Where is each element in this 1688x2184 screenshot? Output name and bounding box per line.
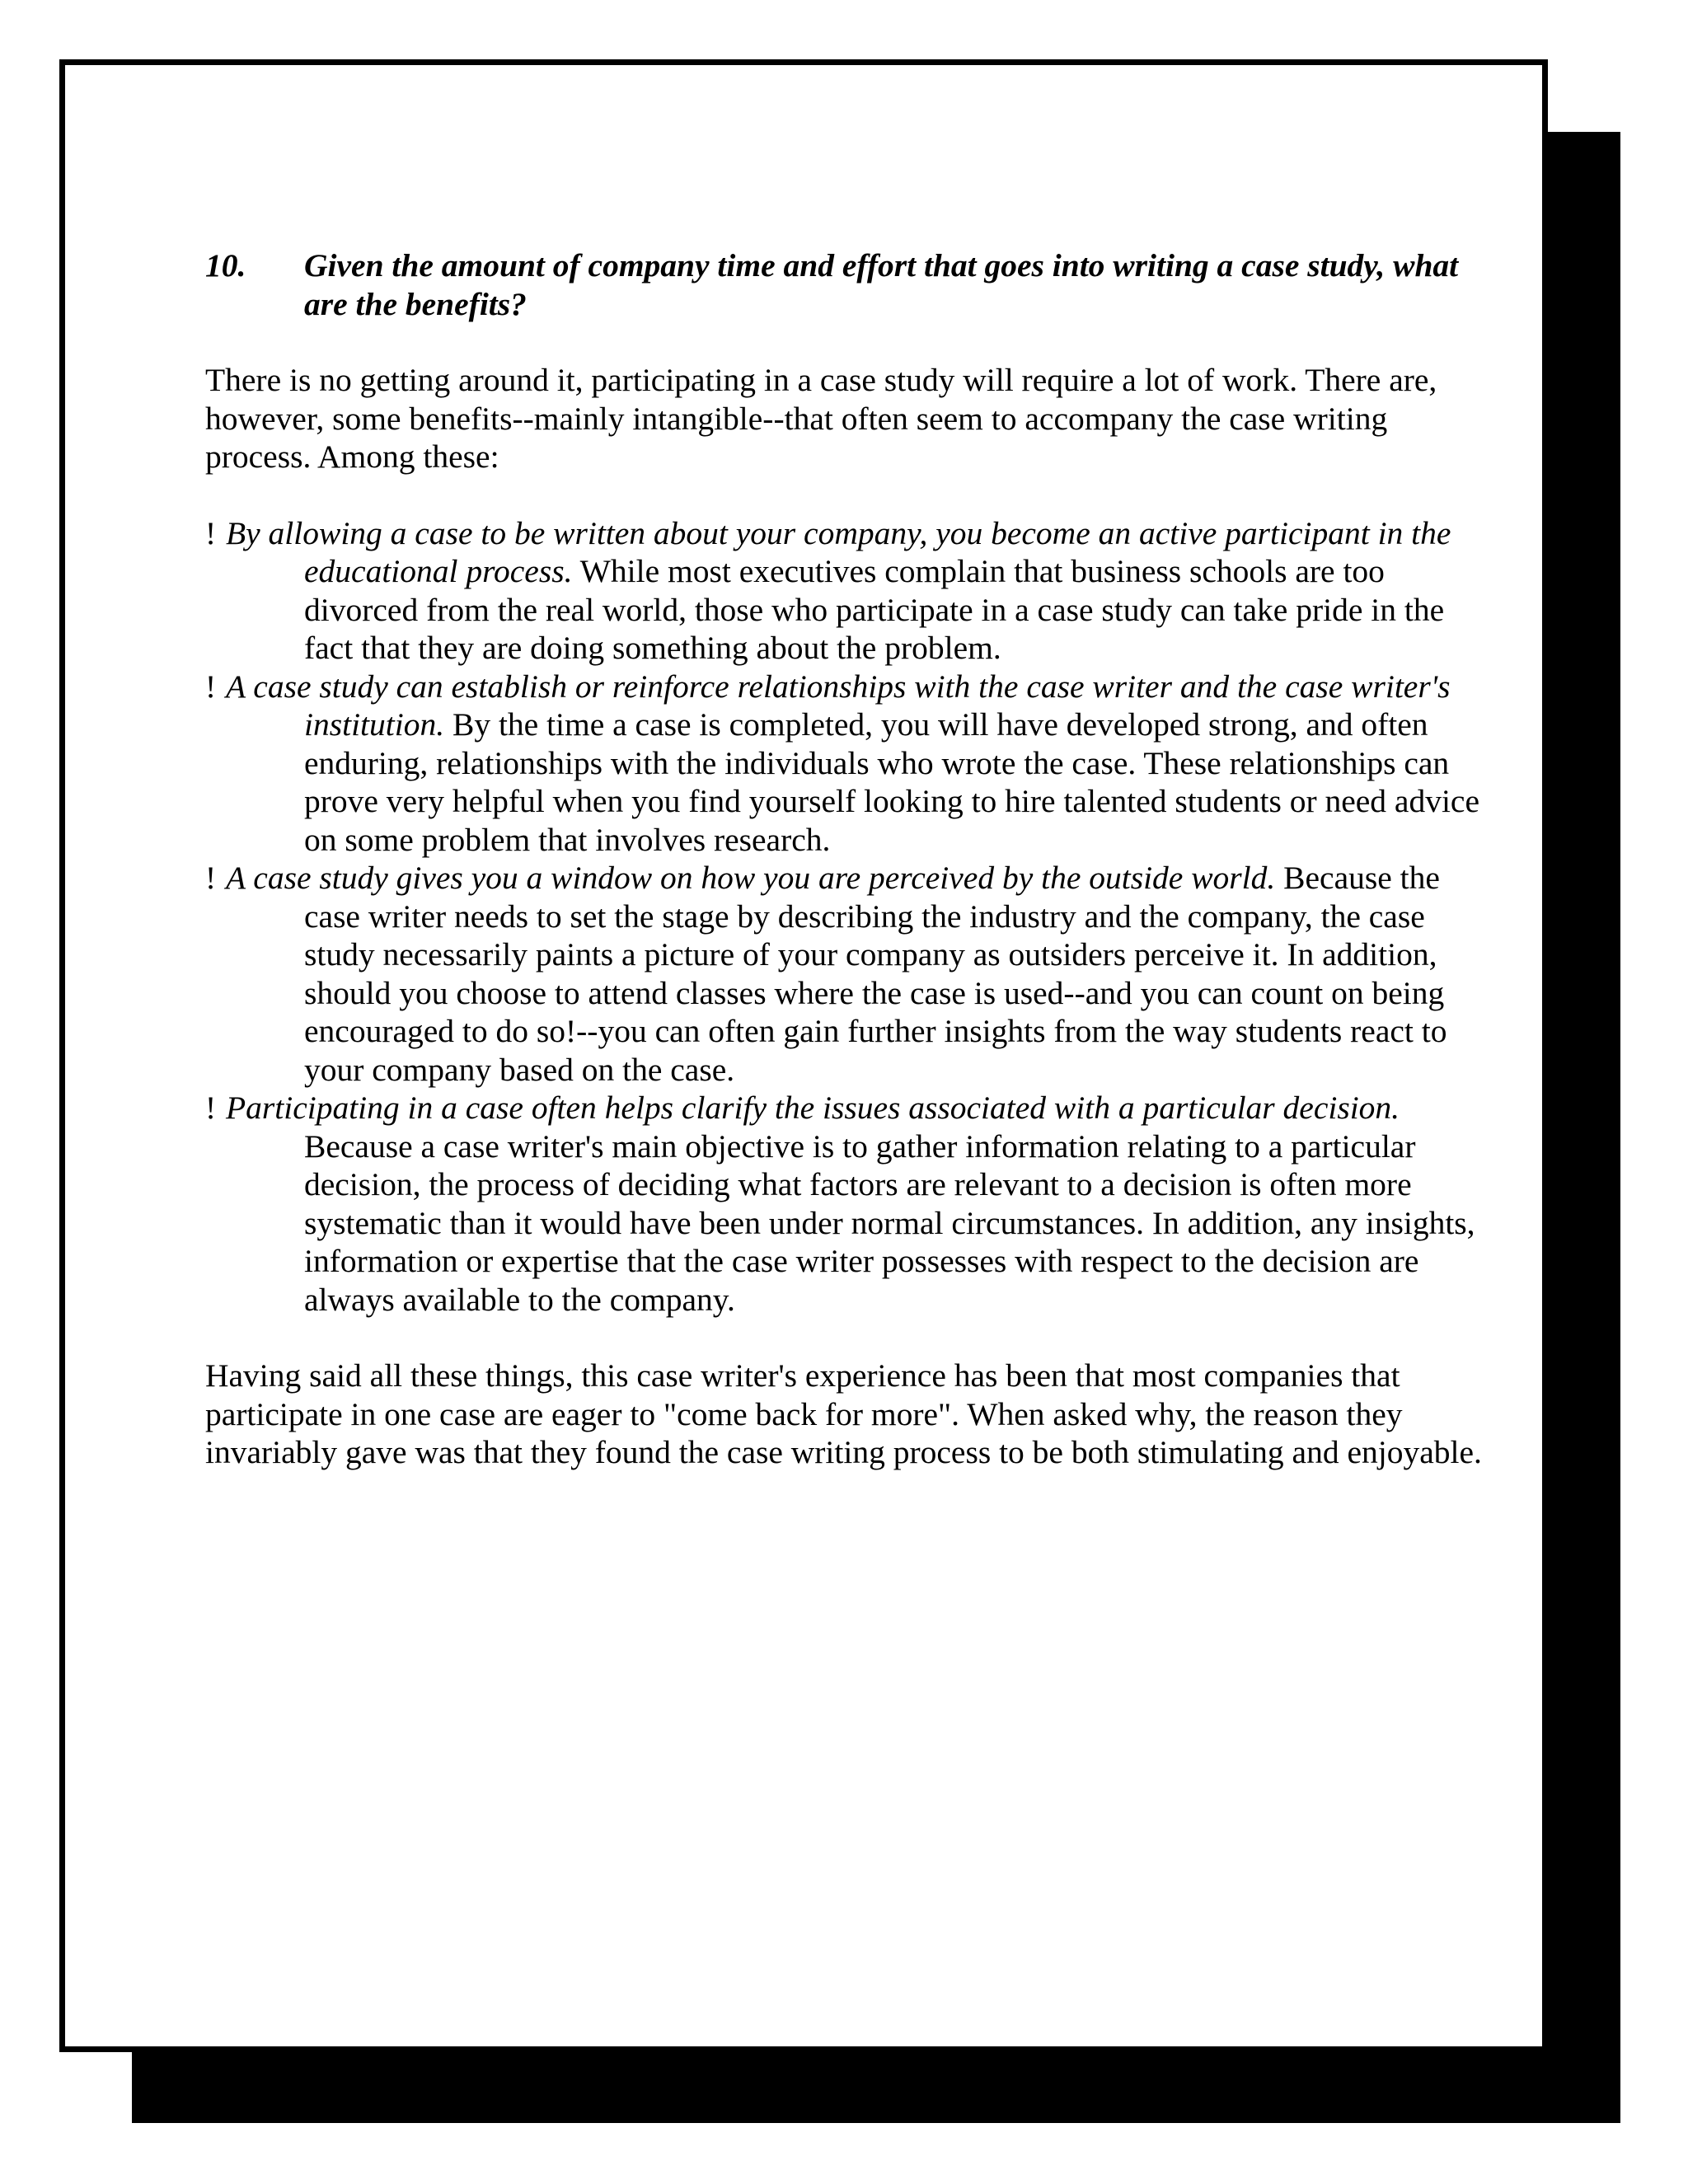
- benefit-lead: Participating in a case often helps clarify the issues associated with a particular decision.: [226, 1090, 1400, 1126]
- benefit-lead: By allowing a case to be written about your company, you become an active participant in the educational process.: [226, 514, 1451, 589]
- bullet-mark: !: [205, 1090, 217, 1126]
- document-page: [59, 59, 1548, 2052]
- bullet-mark: !: [205, 514, 217, 551]
- closing-paragraph: Having said all these things, this case writer's experience has been that most companies that participate in one case are eager to "come back for more". When asked why, the reason they invariably gave was that they found the case writing process to be both stimulating and enjoyable.: [205, 1357, 1482, 1470]
- bullet-mark: !: [205, 668, 217, 705]
- list-item: [205, 514, 1499, 668]
- list-item: [205, 859, 1499, 1089]
- page-content: [205, 246, 1499, 1472]
- benefit-lead: A case study can establish or reinforce relationships with the case writer and the case writer's institution.: [226, 668, 1451, 743]
- benefit-body: While most executives complain that business schools are too divorced from the real world, those who participate in a case study can take pride in the fact that they are doing something about the problem.: [304, 553, 1445, 666]
- question-number: 10.: [205, 247, 246, 284]
- bullet-mark: !: [205, 860, 217, 896]
- benefit-body: By the time a case is completed, you will have developed strong, and often enduring, relationships with the individuals who wrote the case. These relationships can prove very helpful when you find yourself looking to hire talented students or need advice on some problem that involves research.: [304, 706, 1479, 858]
- benefit-body: Because the case writer needs to set the stage by describing the industry and the company, the case study necessarily paints a picture of your company as outsiders perceive it. In addition, should you choose to attend classes where the case is used--and you can count on being encouraged to do so!--you can often gain further insights from the way students react to your company based on the case.: [304, 860, 1447, 1088]
- benefit-body: Because a case writer's main objective is to gather information relating to a particular decision, the process of deciding what factors are relevant to a decision is often more systematic than it would have been under normal circumstances. In addition, any insights, information or expertise that the case writer possesses with respect to the decision are always available to the company.: [304, 1127, 1475, 1318]
- question-heading: [205, 246, 1499, 323]
- intro-paragraph: There is no getting around it, participating in a case study will require a lot of work. There are, however, some benefits--mainly intangible--that often seem to accompany the case writing process. Among these:: [205, 362, 1437, 475]
- list-item: [205, 668, 1499, 860]
- question-text: Given the amount of company time and effort that goes into writing a case study, what are the benefits?: [304, 247, 1459, 322]
- benefit-lead: A case study gives you a window on how you are perceived by the outside world.: [226, 860, 1276, 896]
- benefits-list: [205, 514, 1499, 1319]
- list-item: [205, 1089, 1499, 1319]
